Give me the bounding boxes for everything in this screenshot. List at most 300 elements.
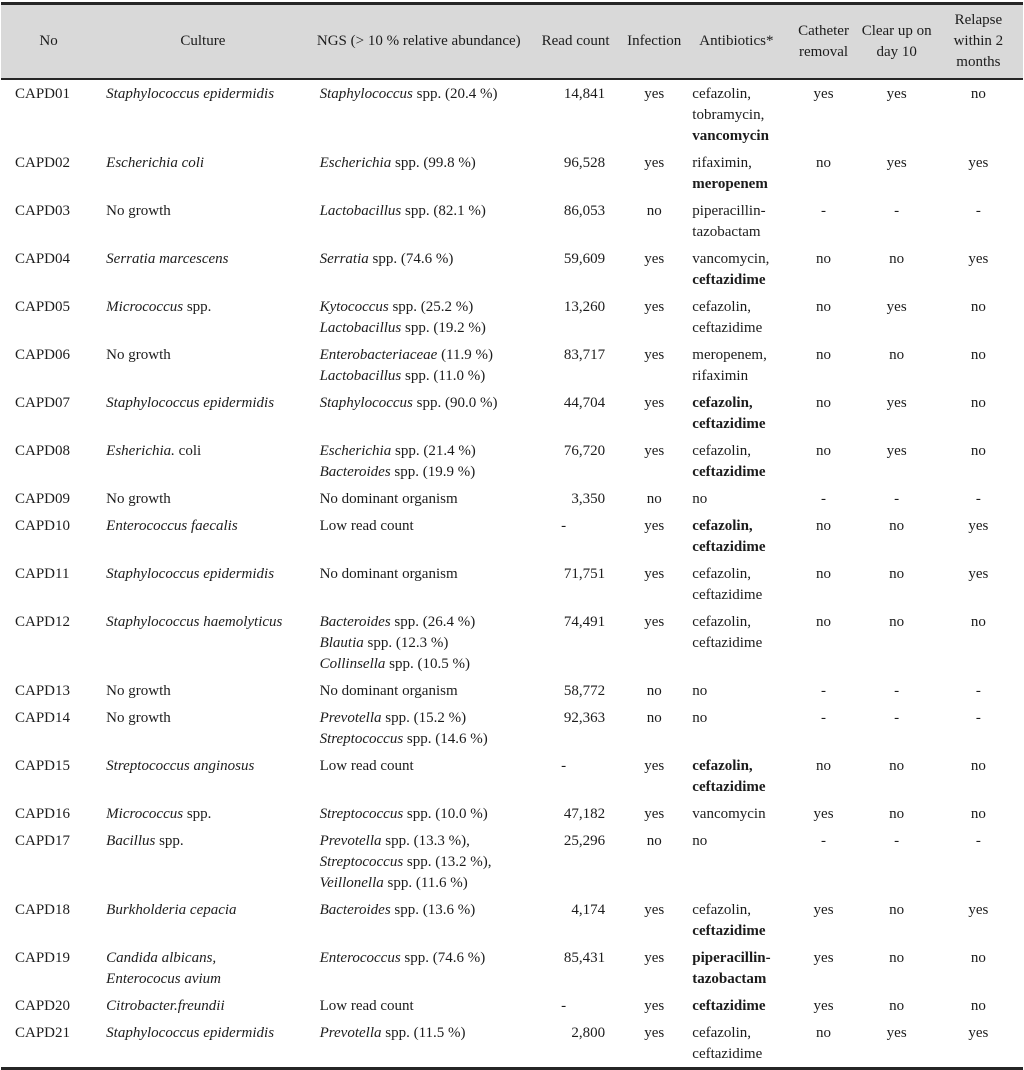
cell-clear-up-day10: yes xyxy=(886,299,907,315)
cell-catheter-removal: no xyxy=(816,614,832,630)
cell-infection: no xyxy=(646,683,662,699)
cell-patient-no: CAPD04 xyxy=(15,251,71,267)
text-segment: Prevotella xyxy=(319,833,382,849)
table-row xyxy=(1,677,1023,704)
text-segment: spp. (13.2 %), xyxy=(403,854,492,870)
cell-antibiotics xyxy=(685,512,787,560)
cell-read-count: - xyxy=(561,518,567,534)
text-segment: Staphylococcus epidermidis xyxy=(106,395,275,411)
cell-ngs xyxy=(310,485,528,512)
text-segment: cefazolin, xyxy=(692,86,751,102)
text-segment: Micrococcus xyxy=(106,299,184,315)
text-segment: Staphylococcus xyxy=(319,395,413,411)
cell-clear-up-day10: no xyxy=(889,566,905,582)
table-row xyxy=(1,704,1023,752)
text-segment: Low read count xyxy=(319,758,414,774)
text-segment: ceftazidime xyxy=(692,998,766,1014)
text-segment: Lactobacillus xyxy=(319,203,402,219)
text-segment: tazobactam xyxy=(692,224,761,240)
cell-patient-no: CAPD14 xyxy=(15,710,71,726)
cell-read-count: 76,720 xyxy=(563,443,606,459)
cell-catheter-removal: no xyxy=(816,299,832,315)
cell-patient-no: CAPD15 xyxy=(15,758,71,774)
text-segment: Micrococcus xyxy=(106,806,184,822)
text-segment: Streptococcus anginosus xyxy=(106,758,255,774)
cell-ngs xyxy=(310,437,528,485)
table-header-row xyxy=(1,4,1023,80)
cell-clear-up-day10: no xyxy=(889,758,905,774)
cell-infection: yes xyxy=(644,950,665,966)
table-body xyxy=(1,79,1023,1069)
cell-relapse-2months: no xyxy=(970,347,986,363)
text-segment: coli xyxy=(174,443,202,459)
cell-ngs xyxy=(310,389,528,437)
cell-ngs xyxy=(310,197,528,245)
text-segment: Bacillus xyxy=(106,833,156,849)
capd-results-table xyxy=(1,2,1023,1070)
text-segment: Enterococus avium xyxy=(106,971,222,987)
cell-culture xyxy=(96,149,309,197)
column-header-cath: Catheter removal xyxy=(787,4,859,80)
cell-infection: no xyxy=(646,491,662,507)
table-row xyxy=(1,827,1023,896)
cell-ngs xyxy=(310,608,528,677)
text-segment: spp. (19.9 %) xyxy=(390,464,476,480)
text-segment: cefazolin, xyxy=(692,1025,751,1041)
cell-read-count: 74,491 xyxy=(563,614,606,630)
cell-clear-up-day10: no xyxy=(889,806,905,822)
text-segment: piperacillin- xyxy=(692,203,766,219)
text-segment: tobramycin, xyxy=(692,107,765,123)
table-row xyxy=(1,79,1023,149)
cell-ngs xyxy=(310,677,528,704)
cell-catheter-removal: yes xyxy=(813,998,834,1014)
text-segment: No dominant organism xyxy=(319,566,458,582)
cell-infection: yes xyxy=(644,347,665,363)
text-segment: spp. (13.6 %) xyxy=(390,902,476,918)
text-segment: Staphylococcus epidermidis xyxy=(106,566,275,582)
table-header xyxy=(1,4,1023,80)
cell-clear-up-day10: no xyxy=(889,518,905,534)
cell-clear-up-day10: no xyxy=(889,950,905,966)
column-header-no: No xyxy=(1,4,96,80)
cell-antibiotics xyxy=(685,608,787,677)
cell-patient-no: CAPD17 xyxy=(15,833,71,849)
text-segment: cefazolin, xyxy=(692,518,753,534)
text-segment: Streptococcus xyxy=(319,806,404,822)
text-segment: Staphylococcus epidermidis xyxy=(106,1025,275,1041)
text-segment: spp. (74.6 %) xyxy=(368,251,454,267)
cell-catheter-removal: yes xyxy=(813,902,834,918)
cell-read-count: 4,174 xyxy=(571,902,606,918)
cell-culture xyxy=(96,293,309,341)
cell-infection: yes xyxy=(644,299,665,315)
cell-read-count: 2,800 xyxy=(571,1025,606,1041)
cell-culture xyxy=(96,485,309,512)
text-segment: Blautia xyxy=(319,635,364,651)
cell-ngs xyxy=(310,512,528,560)
text-segment: ceftazidime xyxy=(692,635,763,651)
cell-relapse-2months: - xyxy=(975,203,981,219)
text-segment: Prevotella xyxy=(319,1025,382,1041)
cell-patient-no: CAPD16 xyxy=(15,806,71,822)
text-segment: meropenem xyxy=(692,176,768,192)
table-row xyxy=(1,293,1023,341)
text-segment: Low read count xyxy=(319,518,414,534)
cell-antibiotics xyxy=(685,896,787,944)
text-segment: cefazolin, xyxy=(692,299,751,315)
table-row xyxy=(1,944,1023,992)
cell-read-count: 92,363 xyxy=(563,710,606,726)
cell-infection: yes xyxy=(644,1025,665,1041)
cell-catheter-removal: yes xyxy=(813,86,834,102)
cell-relapse-2months: no xyxy=(970,950,986,966)
text-segment: Kytococcus xyxy=(319,299,389,315)
cell-infection: yes xyxy=(644,251,665,267)
cell-read-count: 85,431 xyxy=(563,950,606,966)
column-header-clear: Clear up on day 10 xyxy=(860,4,934,80)
text-segment: no xyxy=(692,491,708,507)
cell-patient-no: CAPD13 xyxy=(15,683,71,699)
cell-patient-no: CAPD09 xyxy=(15,491,71,507)
text-segment: spp. (11.5 %) xyxy=(381,1025,466,1041)
cell-clear-up-day10: - xyxy=(894,833,900,849)
text-segment: Escherichia coli xyxy=(106,155,205,171)
cell-read-count: 71,751 xyxy=(563,566,606,582)
cell-relapse-2months: - xyxy=(975,833,981,849)
cell-culture xyxy=(96,389,309,437)
cell-infection: yes xyxy=(644,395,665,411)
cell-relapse-2months: yes xyxy=(968,1025,989,1041)
paper-table-page xyxy=(0,2,1024,1062)
text-segment: spp. xyxy=(183,299,212,315)
cell-antibiotics xyxy=(685,944,787,992)
cell-clear-up-day10: - xyxy=(894,491,900,507)
cell-infection: yes xyxy=(644,155,665,171)
cell-relapse-2months: yes xyxy=(968,155,989,171)
text-segment: (11.9 %) xyxy=(437,347,493,363)
cell-patient-no: CAPD19 xyxy=(15,950,71,966)
cell-catheter-removal: no xyxy=(816,155,832,171)
table-row xyxy=(1,197,1023,245)
cell-ngs xyxy=(310,944,528,992)
cell-infection: yes xyxy=(644,443,665,459)
cell-antibiotics xyxy=(685,800,787,827)
cell-culture xyxy=(96,341,309,389)
text-segment: Citrobacter.freundii xyxy=(106,998,225,1014)
text-segment: cefazolin, xyxy=(692,614,751,630)
cell-patient-no: CAPD02 xyxy=(15,155,71,171)
table-row xyxy=(1,560,1023,608)
cell-relapse-2months: no xyxy=(970,443,986,459)
cell-infection: yes xyxy=(644,86,665,102)
cell-infection: no xyxy=(646,203,662,219)
cell-relapse-2months: no xyxy=(970,299,986,315)
cell-culture xyxy=(96,245,309,293)
text-segment: ceftazidime xyxy=(692,272,766,288)
cell-ngs xyxy=(310,293,528,341)
text-segment: No dominant organism xyxy=(319,683,458,699)
cell-patient-no: CAPD21 xyxy=(15,1025,71,1041)
text-segment: meropenem, xyxy=(692,347,767,363)
text-segment: spp. (13.3 %), xyxy=(381,833,470,849)
table-row xyxy=(1,149,1023,197)
text-segment: Bacteroides xyxy=(319,614,391,630)
cell-patient-no: CAPD06 xyxy=(15,347,71,363)
cell-patient-no: CAPD08 xyxy=(15,443,71,459)
cell-read-count: 3,350 xyxy=(571,491,606,507)
cell-clear-up-day10: no xyxy=(889,614,905,630)
cell-culture xyxy=(96,437,309,485)
column-header-abx: Antibiotics* xyxy=(685,4,787,80)
text-segment: spp. (19.2 %) xyxy=(401,320,486,336)
cell-read-count: 25,296 xyxy=(563,833,606,849)
text-segment: No growth xyxy=(106,710,171,726)
text-segment: ceftazidime xyxy=(692,587,763,603)
text-segment: Escherichia xyxy=(319,443,392,459)
cell-culture xyxy=(96,560,309,608)
text-segment: Candida albicans, xyxy=(106,950,217,966)
cell-infection: yes xyxy=(644,902,665,918)
text-segment: spp. (21.4 %) xyxy=(391,443,476,459)
cell-antibiotics xyxy=(685,245,787,293)
table-row xyxy=(1,992,1023,1019)
cell-read-count: 83,717 xyxy=(563,347,606,363)
cell-ngs xyxy=(310,341,528,389)
cell-relapse-2months: no xyxy=(970,998,986,1014)
cell-read-count: 86,053 xyxy=(563,203,606,219)
cell-culture xyxy=(96,800,309,827)
cell-catheter-removal: yes xyxy=(813,806,834,822)
cell-ngs xyxy=(310,827,528,896)
cell-relapse-2months: no xyxy=(970,86,986,102)
text-segment: spp. xyxy=(183,806,212,822)
text-segment: Enterococcus faecalis xyxy=(106,518,238,534)
text-segment: No dominant organism xyxy=(319,491,458,507)
cell-culture xyxy=(96,704,309,752)
text-segment: No growth xyxy=(106,683,171,699)
cell-infection: no xyxy=(646,710,662,726)
text-segment: Enterococcus xyxy=(319,950,401,966)
cell-antibiotics xyxy=(685,389,787,437)
cell-catheter-removal: no xyxy=(816,395,832,411)
cell-infection: yes xyxy=(644,758,665,774)
cell-clear-up-day10: no xyxy=(889,998,905,1014)
cell-relapse-2months: no xyxy=(970,395,986,411)
table-row xyxy=(1,245,1023,293)
cell-relapse-2months: no xyxy=(970,758,986,774)
cell-catheter-removal: no xyxy=(816,347,832,363)
column-header-culture: Culture xyxy=(96,4,309,80)
text-segment: no xyxy=(692,710,708,726)
text-segment: spp. (25.2 %) xyxy=(388,299,474,315)
text-segment: ceftazidime xyxy=(692,539,766,555)
text-segment: spp. (12.3 %) xyxy=(363,635,449,651)
cell-patient-no: CAPD05 xyxy=(15,299,71,315)
cell-culture xyxy=(96,1019,309,1069)
cell-ngs xyxy=(310,1019,528,1069)
text-segment: Serratia xyxy=(319,251,369,267)
cell-culture xyxy=(96,896,309,944)
text-segment: Esherichia. xyxy=(106,443,175,459)
column-header-read: Read count xyxy=(528,4,623,80)
table-row xyxy=(1,800,1023,827)
text-segment: Bacteroides xyxy=(319,464,391,480)
text-segment: ceftazidime xyxy=(692,1046,763,1062)
cell-infection: no xyxy=(646,833,662,849)
text-segment: Staphylococcus epidermidis xyxy=(106,86,275,102)
text-segment: ceftazidime xyxy=(692,779,766,795)
cell-infection: yes xyxy=(644,614,665,630)
text-segment: piperacillin- xyxy=(692,950,771,966)
text-segment: spp. (10.0 %) xyxy=(403,806,488,822)
cell-antibiotics xyxy=(685,79,787,149)
table-row xyxy=(1,608,1023,677)
text-segment: spp. (99.8 %) xyxy=(391,155,476,171)
text-segment: ceftazidime xyxy=(692,464,766,480)
text-segment: cefazolin, xyxy=(692,758,753,774)
cell-antibiotics xyxy=(685,341,787,389)
text-segment: spp. (82.1 %) xyxy=(401,203,486,219)
cell-catheter-removal: yes xyxy=(813,950,834,966)
cell-clear-up-day10: yes xyxy=(886,86,907,102)
cell-patient-no: CAPD20 xyxy=(15,998,71,1014)
text-segment: no xyxy=(692,683,708,699)
cell-ngs xyxy=(310,149,528,197)
cell-catheter-removal: - xyxy=(821,203,827,219)
text-segment: Staphylococcus haemolyticus xyxy=(106,614,283,630)
text-segment: ceftazidime xyxy=(692,416,766,432)
cell-patient-no: CAPD03 xyxy=(15,203,71,219)
cell-clear-up-day10: yes xyxy=(886,443,907,459)
text-segment: spp. (74.6 %) xyxy=(400,950,486,966)
cell-relapse-2months: yes xyxy=(968,566,989,582)
cell-patient-no: CAPD12 xyxy=(15,614,71,630)
cell-read-count: 13,260 xyxy=(563,299,606,315)
cell-read-count: - xyxy=(561,998,567,1014)
cell-ngs xyxy=(310,800,528,827)
cell-relapse-2months: - xyxy=(975,491,981,507)
cell-antibiotics xyxy=(685,992,787,1019)
text-segment: spp. (26.4 %) xyxy=(390,614,476,630)
cell-clear-up-day10: yes xyxy=(886,1025,907,1041)
cell-read-count: 59,609 xyxy=(563,251,606,267)
text-segment: rifaximin, xyxy=(692,155,752,171)
cell-catheter-removal: - xyxy=(821,833,827,849)
text-segment: cefazolin, xyxy=(692,443,751,459)
text-segment: spp. (14.6 %) xyxy=(403,731,488,747)
cell-ngs xyxy=(310,560,528,608)
cell-catheter-removal: no xyxy=(816,566,832,582)
cell-culture xyxy=(96,992,309,1019)
cell-culture xyxy=(96,512,309,560)
cell-patient-no: CAPD07 xyxy=(15,395,71,411)
cell-antibiotics xyxy=(685,677,787,704)
cell-antibiotics xyxy=(685,437,787,485)
cell-infection: yes xyxy=(644,566,665,582)
table-row xyxy=(1,485,1023,512)
cell-clear-up-day10: - xyxy=(894,203,900,219)
text-segment: Bacteroides xyxy=(319,902,391,918)
text-segment: spp. (10.5 %) xyxy=(385,656,470,672)
text-segment: No growth xyxy=(106,491,171,507)
cell-relapse-2months: - xyxy=(975,683,981,699)
text-segment: cefazolin, xyxy=(692,395,753,411)
cell-culture xyxy=(96,197,309,245)
text-segment: Lactobacillus xyxy=(319,368,402,384)
cell-ngs xyxy=(310,704,528,752)
cell-culture xyxy=(96,79,309,149)
cell-infection: yes xyxy=(644,518,665,534)
cell-antibiotics xyxy=(685,752,787,800)
cell-clear-up-day10: yes xyxy=(886,395,907,411)
text-segment: Streptococcus xyxy=(319,731,404,747)
cell-culture xyxy=(96,608,309,677)
cell-read-count: 47,182 xyxy=(563,806,606,822)
text-segment: cefazolin, xyxy=(692,566,751,582)
cell-patient-no: CAPD11 xyxy=(15,566,70,582)
cell-ngs xyxy=(310,896,528,944)
cell-antibiotics xyxy=(685,560,787,608)
text-segment: ceftazidime xyxy=(692,923,766,939)
text-segment: spp. (90.0 %) xyxy=(412,395,498,411)
cell-clear-up-day10: - xyxy=(894,683,900,699)
cell-culture xyxy=(96,827,309,896)
table-row xyxy=(1,389,1023,437)
cell-catheter-removal: - xyxy=(821,683,827,699)
cell-relapse-2months: no xyxy=(970,614,986,630)
text-segment: Collinsella xyxy=(319,656,386,672)
cell-read-count: 96,528 xyxy=(563,155,606,171)
text-segment: Burkholderia cepacia xyxy=(106,902,237,918)
table-row xyxy=(1,896,1023,944)
cell-clear-up-day10: no xyxy=(889,251,905,267)
cell-catheter-removal: no xyxy=(816,251,832,267)
cell-patient-no: CAPD18 xyxy=(15,902,71,918)
cell-patient-no: CAPD01 xyxy=(15,86,71,102)
table-row xyxy=(1,1019,1023,1069)
text-segment: Veillonella xyxy=(319,875,384,891)
cell-catheter-removal: no xyxy=(816,518,832,534)
text-segment: vancomycin xyxy=(692,128,769,144)
column-header-infection: Infection xyxy=(623,4,685,80)
cell-clear-up-day10: no xyxy=(889,347,905,363)
cell-relapse-2months: yes xyxy=(968,251,989,267)
cell-relapse-2months: yes xyxy=(968,518,989,534)
cell-catheter-removal: no xyxy=(816,758,832,774)
cell-patient-no: CAPD10 xyxy=(15,518,71,534)
cell-read-count: 44,704 xyxy=(563,395,606,411)
cell-clear-up-day10: yes xyxy=(886,155,907,171)
table-row xyxy=(1,752,1023,800)
cell-ngs xyxy=(310,752,528,800)
text-segment: Escherichia xyxy=(319,155,392,171)
text-segment: spp. (11.0 %) xyxy=(401,368,486,384)
cell-culture xyxy=(96,752,309,800)
text-segment: tazobactam xyxy=(692,971,767,987)
text-segment: Enterobacteriaceae xyxy=(319,347,438,363)
cell-antibiotics xyxy=(685,1019,787,1069)
text-segment: No growth xyxy=(106,347,171,363)
cell-relapse-2months: - xyxy=(975,710,981,726)
cell-antibiotics xyxy=(685,149,787,197)
cell-ngs xyxy=(310,79,528,149)
text-segment: Prevotella xyxy=(319,710,382,726)
column-header-relapse: Relapse within 2 months xyxy=(934,4,1023,80)
text-segment: vancomycin xyxy=(692,806,766,822)
cell-antibiotics xyxy=(685,293,787,341)
text-segment: spp. (15.2 %) xyxy=(381,710,467,726)
